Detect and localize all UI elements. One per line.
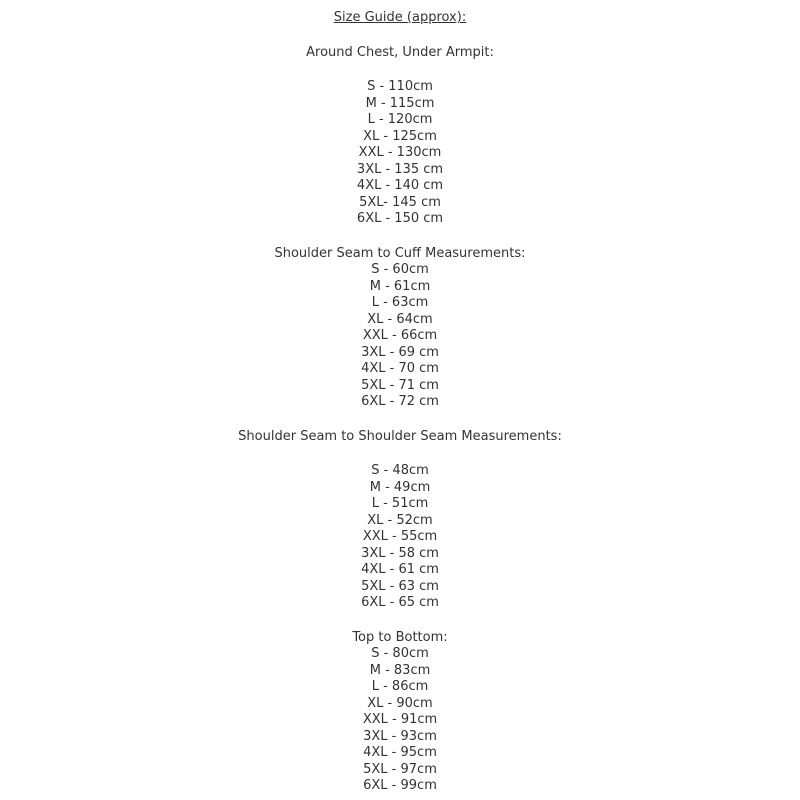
section-heading-around-chest: Around Chest, Under Armpit: [306,44,494,60]
size-row: M - 83cm [369,662,431,678]
spacer [0,228,800,246]
size-row: M - 61cm [369,278,431,294]
size-row: XL - 64cm [367,311,433,327]
size-row: 4XL - 70 cm [361,361,439,376]
size-row: L - 51cm [371,496,429,511]
size-row: XXL - 130cm [358,145,442,160]
size-row: M - 49cm [369,479,431,495]
page-title: Size Guide (approx): [333,10,467,25]
size-row: 3XL - 58 cm [361,545,439,561]
size-row: 3XL - 93cm [363,728,437,744]
size-row: L - 120cm [367,112,433,127]
spacer [0,445,800,463]
size-row: S - 110cm [367,79,433,94]
spacer [0,612,800,630]
spacer [0,27,800,45]
size-row: 3XL - 135 cm [356,161,444,177]
size-row: L - 86cm [371,679,429,694]
size-row: 5XL - 97cm [363,761,437,777]
size-row: 6XL - 99cm [363,778,437,793]
size-row: 6XL - 65 cm [361,595,439,610]
size-row: 5XL - 63 cm [361,578,439,594]
size-row: 6XL - 150 cm [356,211,444,226]
size-row: S - 80cm [371,646,429,661]
size-row: 5XL- 145 cm [359,194,441,210]
size-row: 5XL - 71 cm [361,377,439,393]
section-heading-top-to-bottom: Top to Bottom: [352,629,448,645]
size-row: 4XL - 95cm [363,745,437,760]
size-row: 3XL - 69 cm [361,344,439,360]
size-row: 6XL - 72 cm [361,394,439,409]
size-row: XXL - 66cm [362,328,438,343]
size-row: L - 63cm [371,295,429,310]
size-row: XL - 125cm [363,128,437,144]
section-heading-shoulder-to-shoulder: Shoulder Seam to Shoulder Seam Measurements: [238,428,562,444]
size-row: S - 48cm [371,463,429,478]
size-row: M - 115cm [365,95,435,111]
size-row: S - 60cm [371,262,429,277]
section-heading-shoulder-to-cuff: Shoulder Seam to Cuff Measurements: [274,245,526,261]
size-row: XL - 52cm [367,512,433,528]
spacer [0,411,800,429]
size-row: XXL - 91cm [362,712,438,727]
size-row: XXL - 55cm [362,529,438,544]
spacer [0,61,800,79]
size-row: 4XL - 140 cm [356,178,444,193]
size-row: 4XL - 61 cm [361,562,439,577]
size-row: XL - 90cm [367,695,433,711]
